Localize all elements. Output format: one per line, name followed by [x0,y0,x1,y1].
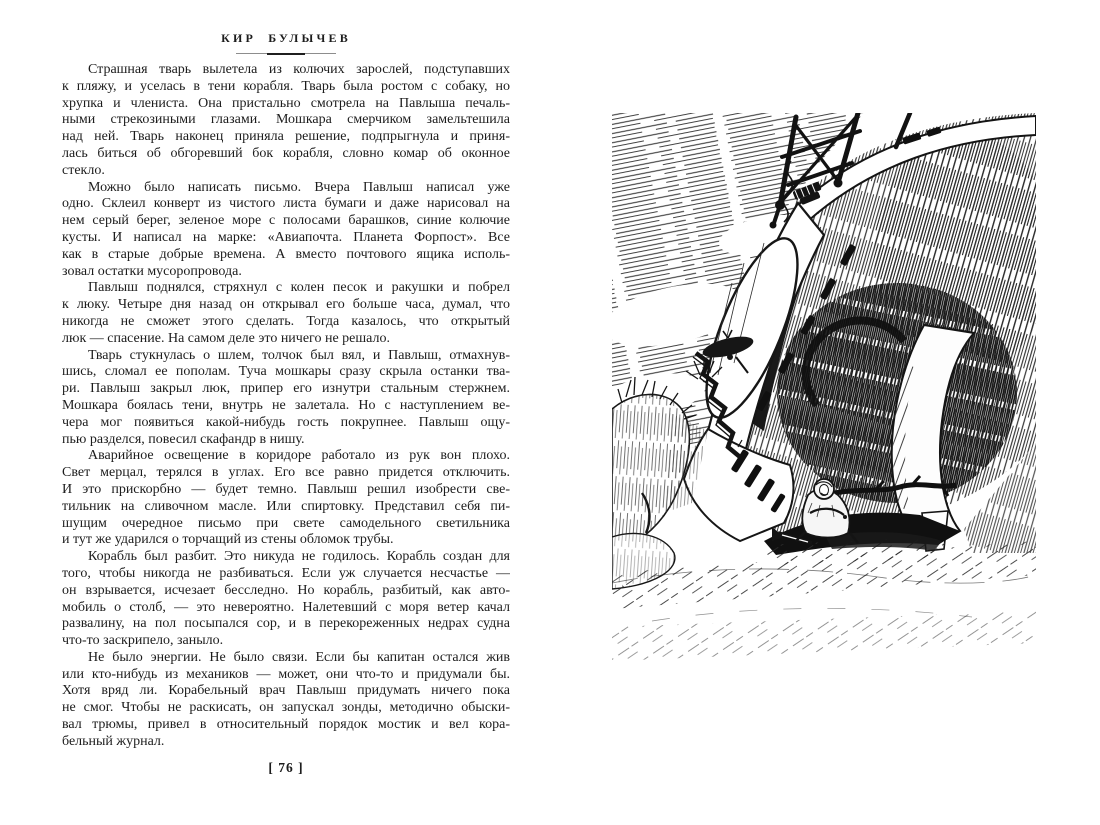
text-line: ными стрекозиными глазами. Мошкара смерчиком замельтешила [62,112,510,128]
text-line: шись, сломал ее пополам. Туча мошкары сразу скрыла останки тва- [62,364,510,380]
paragraph [62,448,510,549]
text-line: вал трюмы, привел в относительный порядок мостик и вел кора- [62,717,510,733]
crashed-spaceship-drawing [612,113,1036,672]
text-line: Не было энергии. Не было связи. Если бы капитан остался жив [88,649,510,665]
body-text [62,62,510,751]
paragraph [62,348,510,449]
text-line: к пляжу, и уселась в тени корабля. Тварь была ростом с собаку, но [62,78,510,94]
text-line: стекло. [62,162,105,178]
text-line: Хотя вряд ли. Корабельный врач Павлыш придумать ничего пока [62,683,510,699]
text-line: зовал остатки мусоропровода. [62,263,242,279]
text-line: Можно было написать письмо. Вчера Павлыш написал уже [88,179,510,195]
text-line: Свет мерцал, терялся в углах. Его все равно придется отключить. [62,465,510,481]
text-line: он взрывается, исчезает бесследно. Но корабль, разбитый, как авто- [62,582,510,598]
text-line: Тварь стукнулась о шлем, толчок был вял, и Павлыш, отмахнув- [88,347,510,363]
paragraph [62,62,510,180]
running-head: КИР БУЛЫЧЕВ [221,31,351,45]
header-rule [62,52,510,56]
text-line: Корабль был разбит. Это никуда не годилось. Корабль создан для [88,549,510,565]
text-line: чера мог появиться какой-нибудь гость покрупнее. Павлыш ощу- [62,414,510,430]
text-line: тильник на сливочном масле. Или спиртовку. Представил себя пи- [62,498,510,514]
text-line: Павлыш поднялся, стряхнул с колен песок и ракушки и побрел [88,280,510,296]
text-line: развалину, на пол посыпался сор, и в перекореженных недрах судна [62,616,510,632]
text-line: кусты. И написал на марке: «Авиапочта. Планета Форпост». Все [62,229,510,245]
illustration-crashed-spaceship [612,113,1036,672]
paragraph [62,280,510,347]
text-line: и тут же ударился о торчащий из стены обломок трубы. [62,532,394,548]
page-number: [ 76 ] [268,760,304,775]
text-line: Мошкара боялась тени, внутрь не залетала. Но с наступлением ве- [62,397,510,413]
text-line: хрупка и члениста. Она пристально смотрела на Павлыша печаль- [62,95,510,111]
text-line: что-то заскрипело, заныло. [62,633,224,649]
right-page [550,0,1100,825]
text-line: бельный журнал. [62,733,165,749]
text-line: мобиль о столб, — это невероятно. Налетевший с моря ветер качал [62,599,510,615]
text-line: нем серый берег, зеленое море с полосами барашков, синие колючие [62,213,510,229]
text-line: Аварийное освещение в коридоре работало из рук вон плохо. [88,448,510,464]
text-line: лась биться об обгоревший бок корабля, словно комар об оконное [62,145,510,161]
text-line: И это прискорбно — будет темно. Павлыш решил изобрести све- [62,481,510,497]
text-line: пью разделся, повесил скафандр в нишу. [62,431,305,447]
text-line: одно. Склеил конверт из чистого листа бумаги и даже нарисовал на [62,196,510,212]
text-line: над ней. Тварь наконец приняла решение, подпрыгнула и приня- [62,129,510,145]
text-line: того, чтобы никогда не разбиваться. Если уж случается несчастье — [62,565,510,581]
text-line: как в старые добрые времена. А вместо почтового ящика исполь- [62,246,510,262]
paragraph [62,180,510,281]
text-line: или кто-нибудь из механиков — может, они что-то и придумали бы. [62,666,510,682]
sand [612,537,1036,661]
text-line: к люку. Четыре дня назад он открывал его больше часа, думал, что [62,297,510,313]
text-line: ри. Павлыш закрыл люк, припер его изнутри стальным стержнем. [62,381,510,397]
text-line: не смог. Чтобы не раскисать, он запускал зонды, методично обыски- [62,700,510,716]
text-line: шущим очередное письмо при свете самодельного светильника [62,515,510,531]
header-rule-thick [267,53,305,56]
paragraph [62,650,510,751]
paragraph [62,549,510,650]
text-line: Страшная тварь вылетела из колючих зарослей, подступавших [88,62,510,77]
text-line: никогда не сможет этого сделать. Тогда казалось, что открытый [62,313,510,329]
text-line: люк — спасение. На самом деле это ничего не решало. [62,330,390,346]
